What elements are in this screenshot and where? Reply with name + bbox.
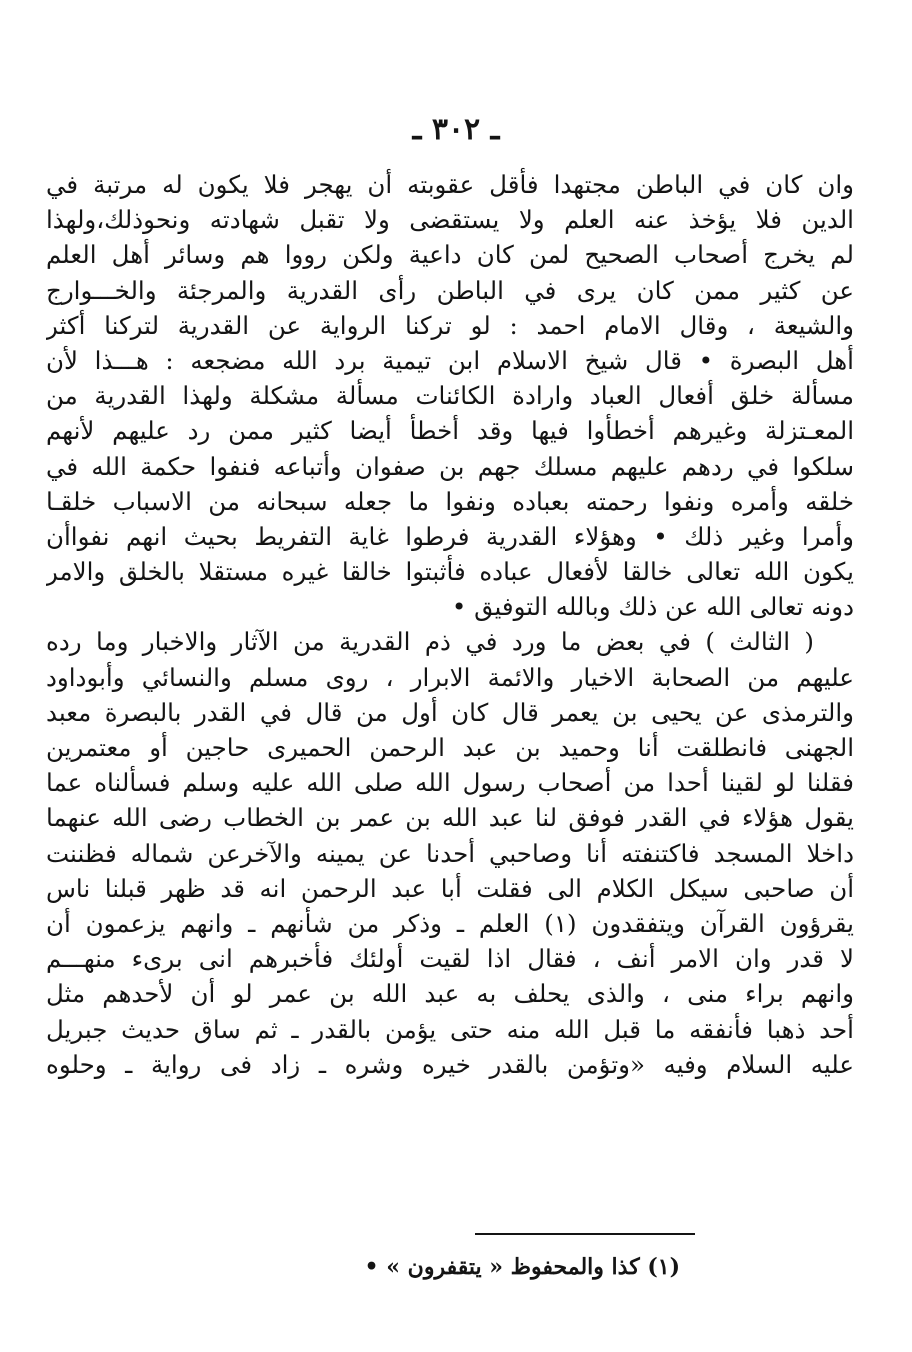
- text-line: خلقه وأمره ونفوا رحمته بعباده ونفوا ما جعله سبحانه من الاسباب خلقـا: [46, 486, 854, 516]
- text-line: دونه تعالى الله عن ذلك وبالله التوفيق •: [451, 592, 854, 622]
- text-line: فقلنا لو لقينا أحدا من أصحاب رسول الله صلى الله عليه وسلم فسألناه عما: [46, 768, 854, 798]
- text-line: يقول هؤلاء في القدر فوفق لنا عبد الله بن عمر بن الخطاب رضى الله عنهما: [46, 803, 854, 833]
- text-line: سلكوا في ردهم عليهم مسلك جهم بن صفوان وأتباعه فنفوا حكمة الله في: [46, 451, 854, 481]
- text-line: وان كان في الباطن مجتهدا فأقل عقوبته أن يهجر فلا يكون له مرتبة في: [46, 170, 854, 199]
- text-line: عليه السلام وفيه «وتؤمن بالقدر خيره وشره ـ زاد فى رواية ـ وحلوه: [46, 1049, 854, 1079]
- text-line: يكون الله تعالى خالقا لأفعال عباده فأثبتوا خالقا غيره مستقلا بالخلق والامر: [46, 557, 854, 587]
- paragraph: [46, 624, 854, 1081]
- text-line: لم يخرج أصحاب الصحيح لمن كان داعية ولكن رووا هم وسائر أهل العلم: [46, 240, 854, 270]
- text-line: عن كثير ممن كان يرى في الباطن رأى القدرية والمرجئة والخـــوارج: [46, 275, 854, 305]
- text-line: عليهم من الصحابة الاخيار والائمة الابرار ، روى مسلم والنسائي وأبوداود: [46, 662, 854, 692]
- text-line: مسألة خلق أفعال العباد وارادة الكائنات مسألة مشكلة ولهذا القدرية من: [46, 381, 854, 411]
- text-line: ( الثالث ) في بعض ما ورد في ذم القدرية من الآثار والاخبار وما رده: [46, 627, 814, 657]
- text-line: والترمذى عن يحيى بن يعمر قال كان أول من قال في القدر بالبصرة معبد: [46, 697, 854, 727]
- text-line: الدين فلا يؤخذ عنه العلم ولا يستقضى ولا تقبل شهادته ونحوذلك،ولهذا: [46, 205, 854, 235]
- page-number: ـ ٣٠٢ ـ: [412, 112, 500, 147]
- text-line: يقرؤون القرآن ويتفقدون (١) العلم ـ وذكر من شأنهم ـ وانهم يزعمون أن: [46, 908, 854, 938]
- text-line: وأمرا وغير ذلك • وهؤلاء القدرية فرطوا غاية التفريط بحيث انهم نفواأن: [46, 521, 854, 551]
- text-line: أحد ذهبا فأنفقه ما قبل الله منه حتى يؤمن بالقدر ـ ثم ساق حديث جبريل: [46, 1014, 854, 1044]
- text-line: داخلا المسجد فاكتنفته أنا وصاحبي أحدنا عن يمينه والآخرعن شماله فظننت: [46, 838, 854, 868]
- text-line: الجهنى فانطلقت أنا وحميد بن عبد الرحمن الحميرى حاجين أو معتمرين: [46, 733, 854, 762]
- paragraph: [46, 167, 854, 624]
- text-line: وانهم براء منى ، والذى يحلف به عبد الله بن عمر لو أن لأحدهم مثل: [46, 979, 854, 1009]
- text-line: لا قدر وان الامر أنف ، فقال اذا لقيت أولئك فأخبرهم انى برىء منهـــم: [46, 944, 854, 974]
- text-line: المعـتزلة وغيرهم أخطأوا فيها وقد أخطأ أيضا كثير ممن رد عليهم لأنهم: [46, 416, 854, 446]
- footnote: (١) كذا والمحفوظ « يتقفرون » •: [364, 1254, 680, 1280]
- main-text: [46, 167, 854, 1082]
- text-line: والشيعة ، وقال الامام احمد : لو تركنا الرواية عن القدرية لتركنا أكثر: [46, 310, 854, 340]
- text-line: أهل البصرة • قال شيخ الاسلام ابن تيمية برد الله مضجعه : هـــذا لأن: [46, 345, 854, 375]
- footnote-divider: [475, 1233, 695, 1235]
- text-line: أن صاحبى سيكل الكلام الى فقلت أبا عبد الرحمن انه قد ظهر قبلنا ناس: [46, 873, 854, 903]
